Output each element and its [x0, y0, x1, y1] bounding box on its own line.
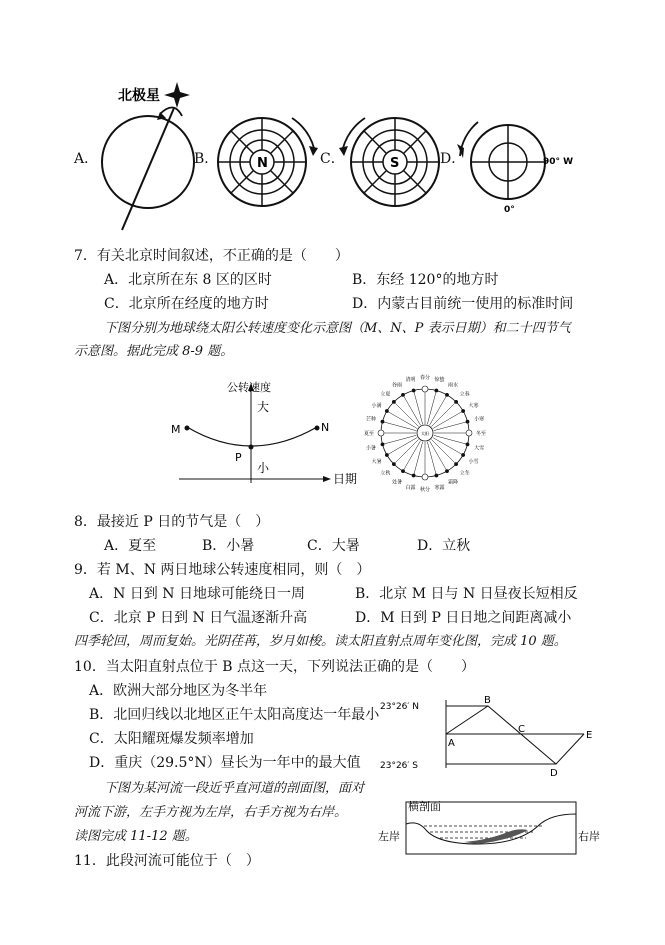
solar-term-point — [381, 443, 384, 446]
q7-option-a[interactable]: A．北京所在东 8 区的区时 — [104, 272, 272, 288]
svg-text:大: 大 — [257, 400, 270, 414]
svg-text:N: N — [321, 421, 330, 434]
intro-11-12-line1: 下图为某河流一段近乎直河道的剖面图，面对 — [104, 781, 365, 796]
globe-a — [102, 116, 194, 208]
solar-term-point — [401, 393, 404, 396]
solar-term-label: 霜降 — [447, 479, 459, 486]
solar-term-point — [392, 400, 395, 403]
solar-term-point — [392, 463, 395, 466]
polar-view-d — [457, 122, 573, 215]
option-d-label: D． — [440, 151, 466, 167]
solar-term-point — [401, 470, 404, 473]
svg-text:23°26′ S: 23°26′ S — [380, 761, 419, 771]
solar-term-label: 小满 — [371, 403, 382, 409]
solar-term-label: 处暑 — [391, 479, 403, 486]
solar-term-point — [435, 474, 438, 477]
solar-term-label: 清明 — [405, 376, 416, 383]
point-n — [315, 426, 320, 431]
solar-term-point — [455, 400, 458, 403]
solar-term-point — [462, 409, 465, 412]
speed-curve — [187, 427, 317, 446]
solar-term-point — [412, 474, 415, 477]
solar-term-label: 秋分 — [419, 487, 431, 493]
solar-term-label: 谷雨 — [391, 382, 403, 389]
q8-option-d[interactable]: D．立秋 — [417, 538, 471, 554]
solar-term-label: 立夏 — [380, 391, 391, 398]
solar-terms-figure — [355, 368, 495, 498]
svg-text:左岸: 左岸 — [378, 830, 400, 843]
svg-text:日期: 日期 — [333, 472, 358, 486]
solar-term-point — [422, 386, 428, 392]
solar-term-label: 白露 — [405, 485, 416, 492]
subsolar-point-figure — [378, 692, 598, 782]
solar-term-label: 芒种 — [365, 416, 376, 423]
intro-11-12-line2: 河流下游，左手方视为左岸，右手方视为右岸。 — [74, 805, 348, 820]
solar-term-point — [466, 430, 472, 436]
solar-term-point — [385, 453, 388, 456]
solar-term-label: 寒露 — [434, 485, 445, 492]
solar-term-label: 大暑 — [371, 459, 382, 465]
intro-11-12-line3: 读图完成 11-12 题。 — [74, 829, 198, 844]
svg-text:C: C — [518, 724, 525, 735]
svg-text:P: P — [235, 451, 242, 464]
intro-8-9-line2: 示意图。据此完成 8-9 题。 — [74, 344, 234, 359]
q7-option-d[interactable]: D．内蒙古目前统一使用的标准时间 — [352, 296, 574, 312]
svg-text:小: 小 — [257, 461, 270, 475]
svg-text:E: E — [586, 730, 593, 741]
solar-term-point — [462, 453, 465, 456]
solar-term-point — [378, 430, 384, 436]
lon-0-label: 0° — [504, 205, 515, 215]
svg-text:公转速度: 公转速度 — [227, 381, 271, 394]
polaris-label: 北极星 — [118, 88, 160, 104]
solar-term-label: 小雪 — [468, 459, 479, 465]
q8-option-b[interactable]: B．小暑 — [202, 538, 255, 554]
solar-term-label: 立春 — [459, 391, 470, 398]
point-p — [249, 445, 254, 450]
solar-term-label: 大寒 — [468, 403, 479, 409]
solar-term-point — [466, 420, 469, 423]
south-pole-label: S — [390, 156, 400, 171]
svg-text:横剖面: 横剖面 — [408, 800, 441, 813]
solar-term-point — [435, 389, 438, 392]
q11-stem: 11．此段河流可能位于（ ） — [74, 853, 260, 869]
solar-term-point — [385, 409, 388, 412]
solar-term-label: 立秋 — [380, 470, 391, 477]
river-cross-section-figure — [378, 796, 608, 858]
q10-option-d[interactable]: D．重庆（29.5°N）昼长为一年中的最大值 — [89, 755, 361, 771]
solar-term-label: 立冬 — [459, 470, 470, 477]
intro-10: 四季轮回，周而复始。光阴荏苒，岁月如梭。读太阳直射点周年变化图，完成 10 题。 — [74, 634, 567, 649]
q7-option-c[interactable]: C．北京所在经度的地方时 — [104, 296, 269, 312]
option-c-label: C． — [320, 151, 345, 167]
q9-option-b[interactable]: B．北京 M 日与 N 日昼夜长短相反 — [355, 586, 578, 602]
solar-term-label: 冬至 — [475, 431, 487, 437]
point-m — [185, 426, 190, 431]
q10-option-c[interactable]: C．太阳耀斑爆发频率增加 — [89, 731, 254, 747]
earth-axis — [122, 108, 174, 230]
solar-term-point — [466, 443, 469, 446]
polaris-star-icon — [164, 82, 190, 108]
svg-text:23°26′ N: 23°26′ N — [380, 702, 420, 712]
solar-term-point — [455, 463, 458, 466]
solar-term-label: 雨水 — [447, 382, 459, 389]
q10-option-b[interactable]: B．北回归线以北地区正午太阳高度达一年最小 — [89, 707, 380, 723]
q9-option-c[interactable]: C．北京 P 日到 N 日气温逐渐升高 — [89, 610, 308, 626]
solar-term-label: 春分 — [419, 375, 431, 381]
solar-term-point — [445, 470, 448, 473]
solar-term-label: 大雪 — [474, 445, 485, 452]
svg-text:M: M — [171, 423, 181, 436]
svg-text:D: D — [550, 768, 558, 779]
q10-option-a[interactable]: A．欧洲大部分地区为冬半年 — [89, 683, 268, 699]
svg-text:A: A — [448, 738, 455, 749]
solar-term-point — [422, 474, 428, 480]
q7-option-b[interactable]: B．东经 120°的地方时 — [352, 272, 499, 288]
solar-term-label: 夏至 — [363, 431, 375, 437]
q9-stem: 9．若 M、N 两日地球公转速度相同，则（ ） — [74, 562, 371, 578]
q10-stem: 10．当太阳直射点位于 B 点这一天，下列说法正确的是（ ） — [74, 659, 476, 675]
q8-option-c[interactable]: C．大暑 — [307, 538, 360, 554]
svg-text:右岸: 右岸 — [578, 830, 600, 843]
intro-8-9-line1: 下图分别为地球绕太阳公转速度变化示意图（M、N、P 表示日期）和二十四节气 — [104, 321, 571, 336]
q9-option-d[interactable]: D．M 日到 P 日日地之间距离减小 — [355, 610, 572, 626]
lon-90w-label: 90° W — [543, 157, 574, 167]
q9-option-a[interactable]: A．N 日到 N 日地球可能绕日一周 — [89, 586, 305, 602]
sun-label: 太阳 — [421, 431, 429, 436]
polar-view-b — [218, 118, 318, 206]
north-pole-label: N — [257, 156, 268, 171]
solar-term-point — [381, 420, 384, 423]
q8-option-a[interactable]: A．夏至 — [104, 538, 157, 554]
q7-stem: 7．有关北京时间叙述，不正确的是（ ） — [74, 248, 349, 264]
polar-view-c — [339, 118, 439, 206]
solar-term-point — [445, 393, 448, 396]
solar-term-label: 小暑 — [365, 445, 376, 452]
orbital-speed-figure — [165, 375, 365, 490]
solar-term-point — [412, 389, 415, 392]
option-b-label: B． — [194, 151, 219, 167]
solar-term-label: 小寒 — [474, 416, 485, 423]
solar-term-label: 惊蛰 — [434, 376, 445, 383]
q8-stem: 8．最接近 P 日的节气是（ ） — [74, 514, 270, 530]
svg-text:B: B — [484, 695, 491, 706]
option-a-label: A． — [74, 151, 99, 167]
